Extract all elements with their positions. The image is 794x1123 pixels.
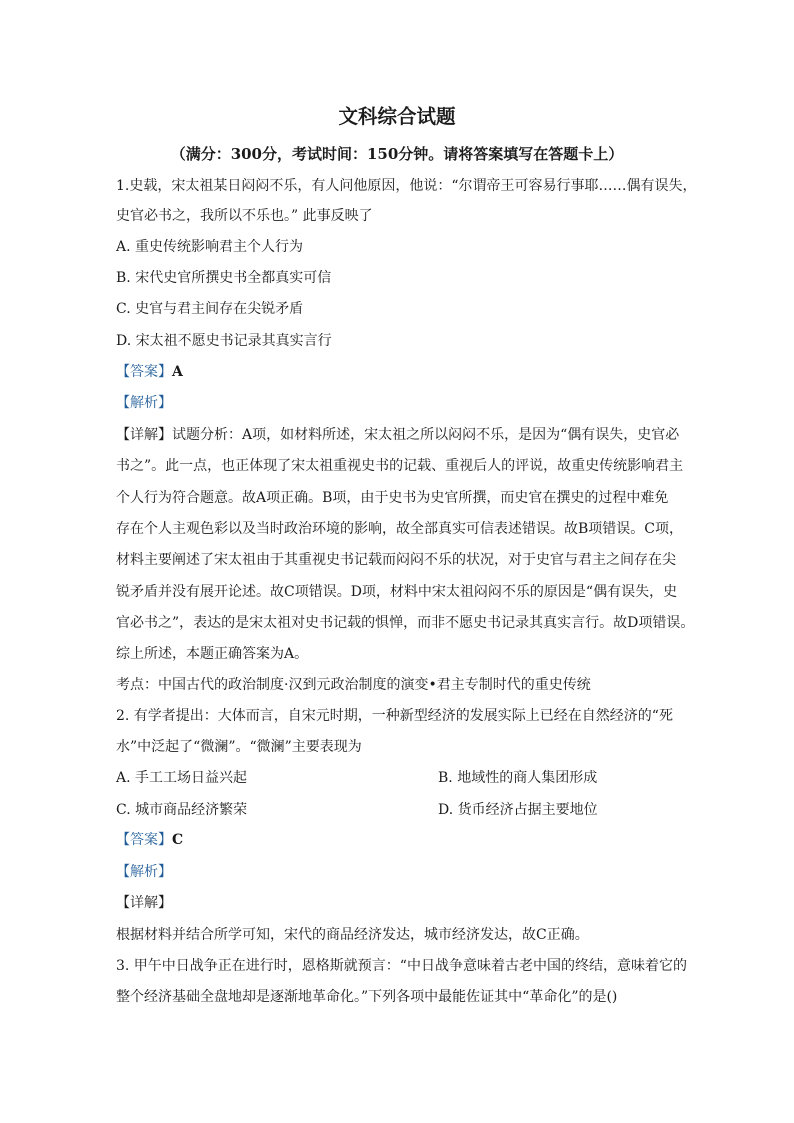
q1-detail-line2: 书之”。此一点，也正体现了宋太祖重视史书的记载、重视后人的评说，故重史传统影响君主 (116, 458, 684, 474)
q1-detail-line8: 综上所述，本题正确答案为A。 (116, 646, 309, 662)
page-title: 文科综合试题 (338, 105, 456, 128)
q2-option-a: A. 手工工场日益兴起 (116, 770, 248, 786)
q1-option-c: C. 史官与君主间存在尖锐矛盾 (116, 301, 304, 317)
q1-answer (116, 362, 686, 382)
q2-option-d: D. 货币经济占据主要地位 (438, 802, 598, 818)
q1-stem-line1: 1.史载，宋太祖某日闷闷不乐，有人问他原因，他说：“尔谓帝王可容易行事耶……偶有误失， (116, 178, 697, 194)
q2-analysis-label: 【解析】 (116, 864, 172, 880)
q2-option-c: C. 城市商品经济繁荣 (116, 802, 248, 818)
q1-detail-line7: 官必书之”，表达的是宋太祖对史书记载的惧惮，而非不愿史书记录其真实言行。故D项错误。 (116, 615, 695, 631)
q1-option-a: A. 重史传统影响君主个人行为 (116, 239, 304, 255)
q1-analysis-label: 【解析】 (116, 395, 172, 411)
page-subtitle: （满分：300分，考试时间：150分钟。请将答案填写在答题卡上） (170, 145, 624, 163)
q2-answer-value: C (172, 832, 184, 848)
q1-stem-line2: 史官必书之，我所以不乐也。” 此事反映了 (116, 208, 373, 224)
q2-detail-text: 根据材料并结合所学可知，宋代的商品经济发达，城市经济发达，故C正确。 (116, 927, 589, 943)
q2-option-b: B. 地域性的商人集团形成 (438, 770, 598, 786)
q1-detail-line1: 【详解】试题分析：A项，如材料所述，宋太祖之所以闷闷不乐，是因为“偶有误失，史官必 (116, 427, 680, 443)
q1-detail-line6: 锐矛盾并没有展开论述。故C项错误。D项，材料中宋太祖闷闷不乐的原因是“偶有误失，史 (116, 584, 678, 600)
q1-kaodian: 考点：中国古代的政治制度·汉到元政治制度的演变•君主专制时代的重史传统 (116, 677, 591, 693)
q1-detail-line4: 存在个人主观色彩以及当时政治环境的影响，故全部真实可信表述错误。故B项错误。C项， (116, 521, 683, 537)
q1-option-b: B. 宋代史官所撰史书全都真实可信 (116, 270, 332, 286)
q1-answer-value: A (172, 364, 183, 380)
q1-detail-line3: 个人行为符合题意。故A项正确。B项，由于史书为史官所撰，而史官在撰史的过程中难免 (116, 490, 669, 506)
q3-stem-line2: 整个经济基础全盘地却是逐渐地革命化。”下列各项中最能佐证其中“革命化”的是() (116, 989, 618, 1005)
q2-detail-label: 【详解】 (116, 895, 172, 911)
q2-stem-line2: 水”中泛起了“微澜”。“微澜”主要表现为 (116, 739, 362, 755)
q2-answer (116, 830, 686, 850)
q1-answer-label: 【答案】 (116, 364, 172, 380)
q2-answer-label: 【答案】 (116, 832, 172, 848)
q3-stem-line1: 3. 甲午中日战争正在进行时，恩格斯就预言：“中日战争意味着古老中国的终结，意味着它的 (116, 958, 687, 974)
q2-stem-line1: 2. 有学者提出：大体而言，自宋元时期，一种新型经济的发展实际上已经在自然经济的“死 (116, 708, 673, 724)
q1-option-d: D. 宋太祖不愿史书记录其真实言行 (116, 333, 332, 349)
q1-detail-line5: 材料主要阐述了宋太祖由于其重视史书记载而闷闷不乐的状况，对于史官与君主之间存在尖 (116, 552, 676, 568)
